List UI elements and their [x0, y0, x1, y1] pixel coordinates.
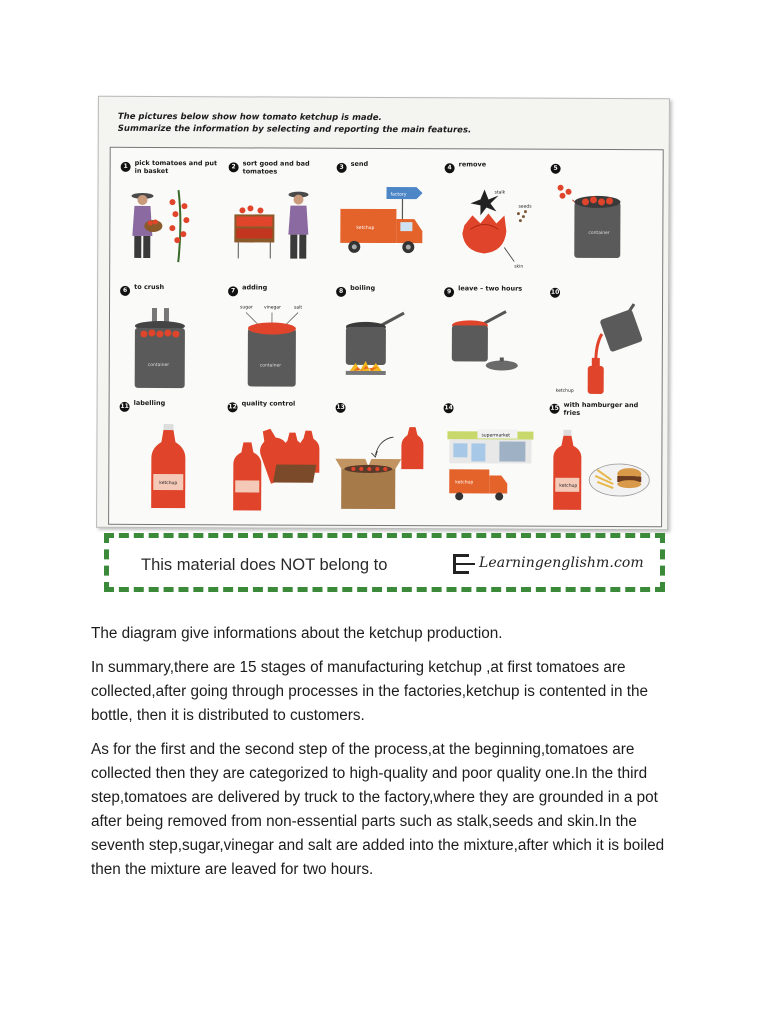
quality-control-bottles-illustration [227, 424, 327, 524]
step-8 [336, 285, 441, 405]
step-13 [335, 401, 440, 521]
step-number: 9 [444, 287, 454, 297]
container-label: container [147, 362, 170, 369]
step-label: remove [458, 160, 487, 169]
factory-sign-text: factory [390, 192, 407, 198]
step-number: 3 [337, 163, 347, 173]
picker-with-basket-illustration [120, 184, 220, 276]
supermarket-sign-text: supermarket [481, 433, 511, 439]
step-label: quality control [241, 399, 296, 408]
step-number: 2 [229, 162, 239, 172]
step-number: 11 [120, 402, 130, 412]
essay-paragraph-2: In summary,there are 15 stages of manufacturing ketchup ,at first tomatoes are collected,after going through processes in the factories,ketchup is contented in the bottle, then it is distributed to customers. [91, 659, 648, 724]
instruction-line-1: The pictures below show how tomato ketchup is made. [117, 111, 382, 123]
step-number: 5 [551, 164, 561, 174]
skin-label: skin [514, 264, 524, 270]
packing-box-illustration [335, 425, 435, 525]
logo-text: Learningenglishm.com [479, 555, 644, 571]
step-number: 12 [228, 402, 238, 412]
step-label: to crush [134, 282, 165, 292]
ketchup-pour-label: ketchup [555, 388, 574, 394]
copyright-banner [104, 533, 665, 592]
seeds-label: seeds [518, 204, 532, 210]
boiling-pot-illustration [336, 309, 436, 409]
step-14 [443, 401, 548, 521]
delivery-truck-illustration [336, 185, 436, 277]
banner-text: This material does NOT belong to [141, 556, 388, 574]
step-9 [444, 285, 549, 405]
step-label: sort good and bad tomatoes [242, 159, 310, 176]
step-5 [550, 162, 655, 282]
step-12 [227, 400, 332, 520]
pouring-ketchup-illustration [550, 310, 650, 410]
instruction-line-2: Summarize the information by selecting and reporting the main features. [117, 123, 472, 136]
adding-ingredients-illustration [228, 305, 328, 408]
container-label: container [259, 363, 282, 369]
step-label: with hamburger and fries [563, 400, 639, 417]
bottle-label-text: ketchup [559, 483, 578, 489]
tomatoes-into-container-illustration [550, 186, 650, 278]
step-label: leave – two hours [458, 284, 523, 293]
supermarket-delivery-illustration [443, 425, 543, 525]
sugar-label: sugar [240, 305, 253, 311]
logo-e-icon [451, 552, 477, 576]
essay-paragraph-1: The diagram give informations about the ketchup production. [91, 625, 503, 642]
step-label: labelling [133, 398, 166, 408]
step-3 [336, 161, 441, 281]
step-1 [120, 160, 225, 280]
step-number: 6 [120, 286, 130, 296]
truck-text: ketchup [356, 225, 375, 231]
step-number: 1 [121, 162, 131, 172]
step-label: pick tomatoes and put in basket [134, 158, 218, 175]
step-number: 13 [336, 403, 346, 413]
step-label: adding [242, 283, 268, 292]
vinegar-label: vinegar [264, 305, 282, 311]
sorting-tomatoes-illustration [228, 184, 328, 276]
salt-label: salt [294, 305, 303, 311]
bottle-label-text: ketchup [159, 481, 178, 487]
step-4 [444, 161, 549, 281]
process-diagram [108, 147, 664, 527]
site-logo [451, 552, 661, 578]
step-15 [549, 402, 654, 522]
resting-pot-illustration [444, 309, 544, 409]
tomato-parts-removal-illustration [444, 185, 544, 277]
step-10 [550, 286, 655, 406]
essay-paragraph-3: As for the first and the second step of the process,at the beginning,tomatoes are collected then they are categorized to high-quality and poor quality one.In the third step,tomatoes are delivered by truck to the factory,where they are grounded in a pot after being removed from non-essential parts such as stalk,seeds and skin.In the seventh step,sugar,vinegar and salt are added into the mixture,after which it is boiled then the mixture are leaved for two hours. [91, 741, 665, 878]
essay-body [91, 622, 681, 892]
step-label: send [350, 159, 369, 168]
stalk-label: stalk [494, 190, 506, 196]
task-instructions [118, 111, 472, 137]
step-6 [120, 284, 225, 404]
labelled-bottle-illustration [119, 424, 219, 524]
step-number: 10 [550, 288, 560, 298]
step-number: 14 [444, 403, 454, 413]
step-7 [228, 284, 333, 404]
step-number: 7 [228, 286, 238, 296]
step-2 [228, 160, 333, 280]
step-number: 8 [336, 287, 346, 297]
step-number: 15 [550, 404, 560, 414]
ketchup-with-burger-illustration [549, 426, 649, 526]
container-label: container [588, 230, 610, 236]
task-image [96, 96, 670, 530]
step-label: boiling [350, 283, 376, 292]
step-number: 4 [445, 163, 455, 173]
crushing-container-illustration [120, 308, 220, 408]
step-11 [119, 400, 224, 520]
truck-text: ketchup [455, 480, 474, 486]
